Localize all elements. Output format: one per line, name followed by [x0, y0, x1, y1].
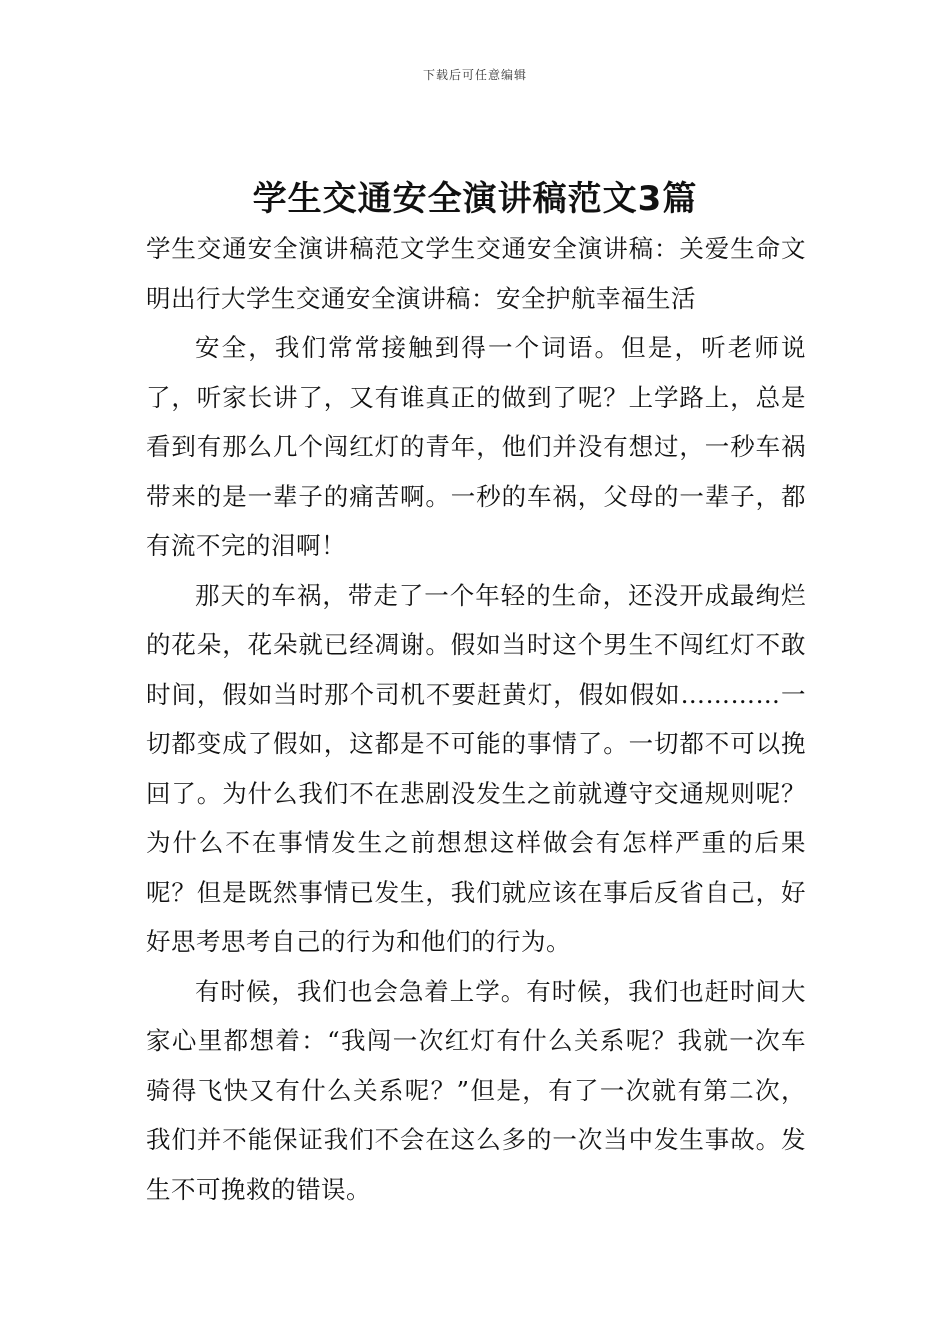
paragraph-2: 那天的车祸，带走了一个年轻的生命，还没开成最绚烂的花朵，花朵就已经凋谢。假如当时这个男生不闯红灯不敢时间，假如当时那个司机不要赶黄灯，假如假如…………一切都变成了假如，这都是不可能的事情了。一切都不可以挽回了。为什么我们不在悲剧没发生之前就遵守交通规则呢？为什么不在事情发生之前想想这样做会有怎样严重的后果呢？但是既然事情已发生，我们就应该在事后反省自己，好好思考思考自己的行为和他们的行为。: [146, 580, 806, 956]
paragraph-3: 有时候，我们也会急着上学。有时候，我们也赶时间大家心里都想着：“我闯一次红灯有什么关系呢？我就一次车骑得飞快又有什么关系呢？”但是，有了一次就有第二次，我们并不能保证我们不会在这么多的一次当中发生事故。发生不可挽救的错误。: [146, 976, 806, 1204]
intro-paragraph: 学生交通安全演讲稿范文学生交通安全演讲稿：关爱生命文明出行大学生交通安全演讲稿：安全护航幸福生活: [146, 234, 806, 313]
document-body: [146, 224, 806, 1214]
paragraph-1: 安全，我们常常接触到得一个词语。但是，听老师说了，听家长讲了，又有谁真正的做到了呢？上学路上，总是看到有那么几个闯红灯的青年，他们并没有想过，一秒车祸带来的是一辈子的痛苦啊。一秒的车祸，父母的一辈子，都有流不完的泪啊！: [146, 333, 806, 560]
header-note: 下载后可任意编辑: [422, 68, 527, 82]
document-title: 学生交通安全演讲稿范文3篇: [252, 179, 698, 219]
